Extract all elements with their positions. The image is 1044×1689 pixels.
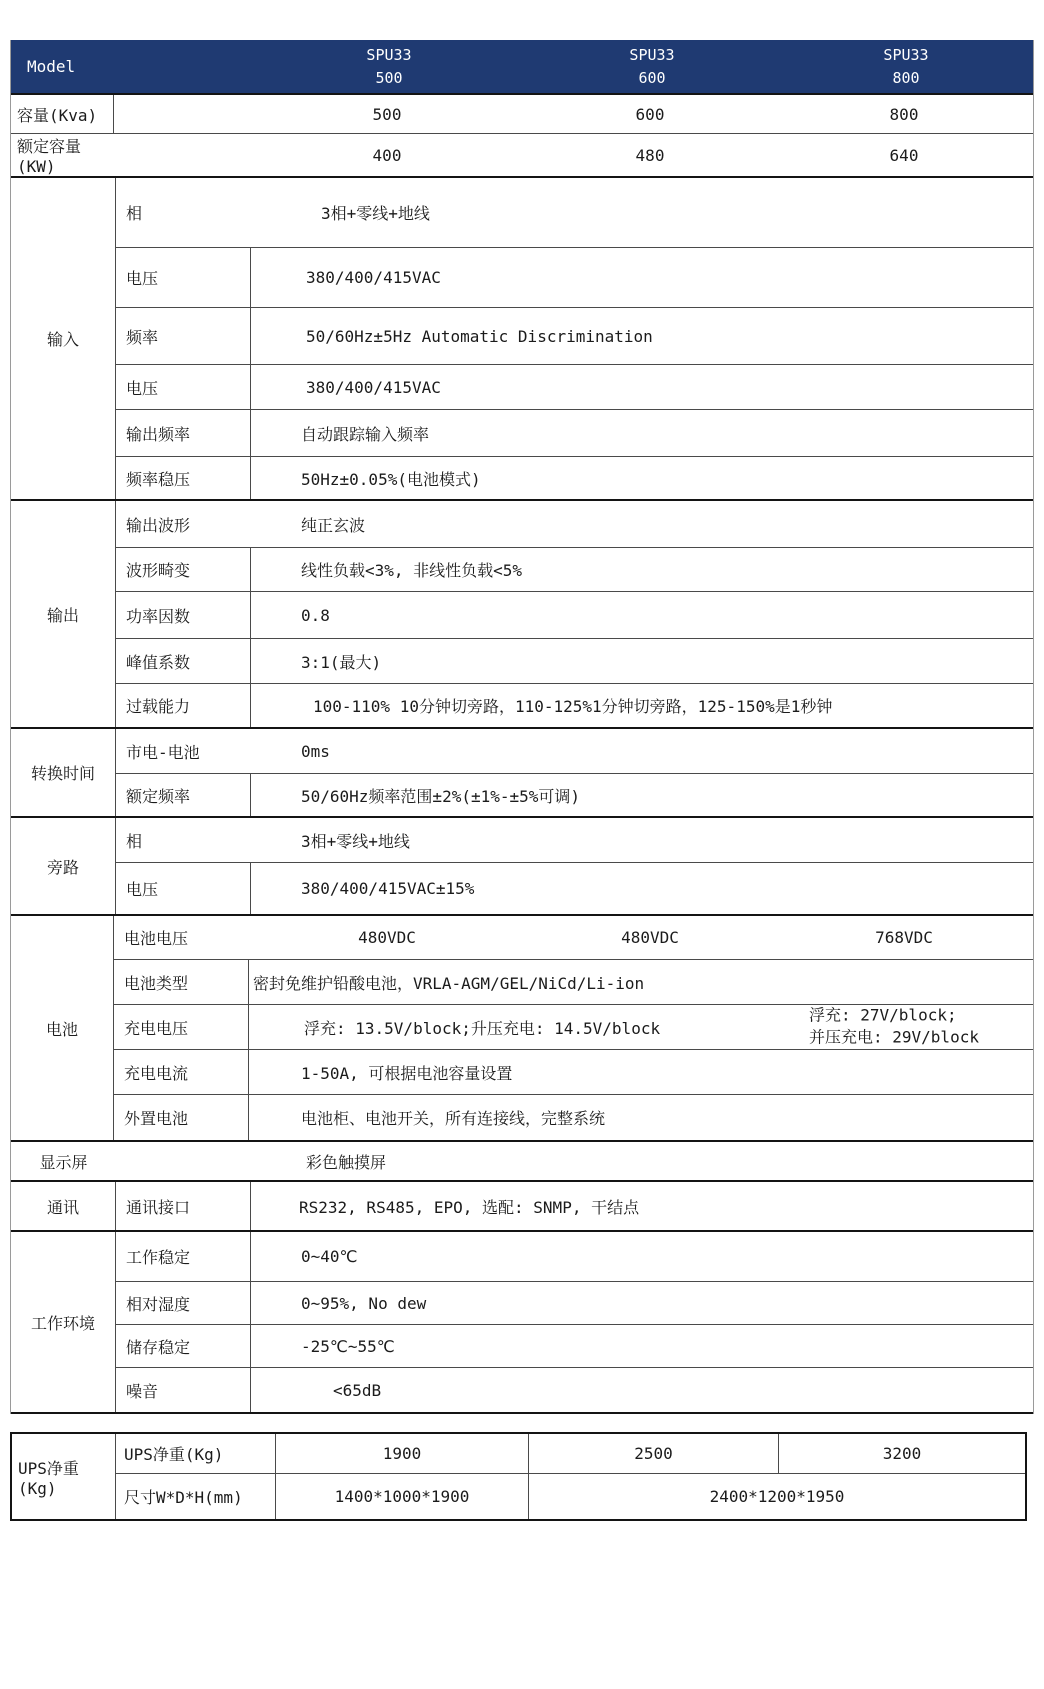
row-value: 380/400/415VAC — [306, 377, 441, 397]
table-row — [116, 639, 1033, 684]
section-input — [11, 178, 1033, 501]
row-label: 外置电池 — [114, 1095, 249, 1140]
row-value: 380/400/415VAC±15% — [301, 879, 475, 898]
row-label: 显示屏 — [39, 1152, 88, 1172]
row-value: 线性负载<3%, 非线性负载<5% — [301, 561, 523, 580]
table-row — [116, 248, 1033, 308]
section-label: 输入 — [11, 178, 116, 499]
table-row — [116, 1368, 1033, 1412]
row-value: 0.8 — [301, 605, 330, 625]
battery-voltage-800: 768VDC — [875, 928, 933, 947]
row-value: 电池柜、电池开关，所有连接线，完整系统 — [301, 1109, 606, 1128]
section-output — [11, 501, 1033, 729]
row-label: 电压 — [116, 365, 251, 409]
model-name: SPU33 — [883, 46, 929, 64]
row-value: 100-110% 10分钟切旁路，110-125%1分钟切旁路，125-150%是1秒钟 — [313, 697, 833, 716]
dimensions-600-800: 2400*1200*1950 — [528, 1473, 1025, 1519]
row-value: 0~95%, No dew — [301, 1293, 427, 1313]
row-value: 纯正玄波 — [301, 515, 366, 535]
row-label: 电池电压 — [124, 929, 189, 948]
section-label: 旁路 — [11, 818, 116, 914]
row-label: 峰值系数 — [116, 639, 251, 683]
capacity-600: 600 — [635, 104, 665, 124]
row-label: 电压 — [116, 863, 251, 914]
row-label: 储存稳定 — [116, 1325, 251, 1367]
row-values — [249, 134, 1033, 176]
dimensions-500: 1400*1000*1900 — [275, 1473, 528, 1519]
row-value: 50Hz±0.05%(电池模式) — [301, 469, 481, 489]
section-environment — [11, 1232, 1033, 1414]
row-value: <65dB — [333, 1380, 382, 1400]
table-row — [114, 1050, 1033, 1095]
table-row — [116, 1282, 1033, 1325]
section-battery — [11, 916, 1033, 1142]
section-label: 转换时间 — [11, 729, 116, 816]
section-label: 输出 — [11, 501, 116, 727]
model-columns — [251, 40, 1035, 93]
weight-group-label: UPS净重(Kg) — [18, 1458, 79, 1498]
row-label: UPS净重(Kg) — [115, 1434, 275, 1473]
row-label: 噪音 — [116, 1368, 251, 1412]
capacity-800: 800 — [889, 104, 919, 124]
row-label: 频率稳压 — [116, 457, 251, 499]
charge-voltage-row — [114, 1005, 1033, 1050]
table-row — [116, 1232, 1033, 1282]
weight-table — [10, 1432, 1027, 1521]
row-label: 额定容量(KW) — [17, 137, 82, 176]
section-communication — [11, 1182, 1033, 1232]
row-label: 电压 — [116, 248, 251, 307]
row-label: 波形畸变 — [116, 548, 251, 591]
row-value: 1-50A, 可根据电池容量设置 — [301, 1063, 513, 1083]
row-values — [249, 916, 1033, 959]
row-label: 相 — [126, 831, 143, 851]
table-row — [116, 818, 1033, 863]
row-label: 市电-电池 — [126, 742, 200, 762]
charge-voltage-800-line2: 并压充电: 29V/block — [809, 1028, 979, 1047]
row-value: 3:1(最大) — [301, 652, 382, 672]
table-row — [116, 365, 1033, 410]
weight-800: 3200 — [778, 1434, 1025, 1473]
row-value: 彩色触摸屏 — [306, 1152, 387, 1172]
row-value: -25℃~55℃ — [301, 1336, 395, 1356]
row-value: 3相+零线+地线 — [321, 204, 430, 223]
table-row — [116, 1182, 1033, 1230]
row-label: 充电电流 — [114, 1050, 249, 1094]
row-value: 0~40℃ — [301, 1247, 358, 1266]
table-row — [116, 548, 1033, 592]
capacity-500: 500 — [372, 104, 402, 124]
model-column-spu33-600 — [527, 40, 777, 93]
rated-600: 480 — [635, 145, 665, 165]
row-value: 0ms — [301, 741, 330, 761]
row-label: 尺寸W*D*H(mm) — [115, 1473, 275, 1519]
table-row — [114, 960, 1033, 1005]
model-number: 500 — [375, 68, 403, 87]
row-label: 电池类型 — [114, 960, 249, 1004]
model-label: Model — [27, 57, 76, 76]
table-row — [116, 178, 1033, 248]
row-value: 自动跟踪输入频率 — [301, 424, 430, 444]
row-label: 频率 — [116, 308, 251, 364]
row-label: 相 — [126, 204, 143, 223]
table-row — [116, 592, 1033, 639]
row-label: 相对湿度 — [116, 1282, 251, 1324]
row-value: 密封免维护铅酸电池，VRLA-AGM/GEL/NiCd/Li-ion — [253, 973, 645, 993]
row-value: 50/60Hz±5Hz Automatic Discrimination — [306, 326, 653, 346]
table-row — [116, 684, 1033, 727]
display-row — [11, 1142, 1033, 1182]
table-row — [116, 1325, 1033, 1368]
row-label: 输出频率 — [116, 410, 251, 456]
charge-voltage-800-line1: 浮充: 27V/block; — [809, 1005, 957, 1025]
model-number: 600 — [638, 68, 666, 87]
row-label: 充电电压 — [114, 1005, 249, 1049]
row-label: 输出波形 — [126, 515, 191, 535]
section-label: 工作环境 — [11, 1232, 116, 1412]
section-bypass — [11, 818, 1033, 916]
table-row — [116, 457, 1033, 499]
model-column-spu33-800 — [777, 40, 1035, 93]
capacity-row — [11, 95, 1033, 134]
charge-voltage-main: 浮充: 13.5V/block;升压充电: 14.5V/block — [304, 1018, 661, 1038]
model-name: SPU33 — [629, 46, 675, 64]
model-number: 800 — [892, 68, 920, 87]
section-label: 通讯 — [11, 1182, 116, 1230]
table-row — [116, 729, 1033, 774]
table-row — [116, 501, 1033, 548]
row-value — [249, 1005, 1033, 1049]
battery-voltage-500: 480VDC — [358, 928, 416, 947]
rated-800: 640 — [889, 145, 919, 165]
weight-500: 1900 — [275, 1434, 528, 1473]
table-row — [116, 774, 1033, 816]
row-label: 通讯接口 — [116, 1182, 251, 1230]
row-label: 工作稳定 — [116, 1232, 251, 1281]
table-row — [116, 863, 1033, 914]
row-label: 额定频率 — [116, 774, 251, 816]
spec-table — [10, 40, 1034, 1414]
row-values — [249, 95, 1033, 133]
row-value: 380/400/415VAC — [306, 268, 441, 287]
model-column-spu33-500 — [251, 40, 527, 93]
row-label: 容量(Kva) — [11, 95, 114, 133]
battery-voltage-row — [114, 916, 1033, 960]
model-name: SPU33 — [366, 46, 412, 64]
table-row — [116, 410, 1033, 457]
weight-600: 2500 — [528, 1434, 778, 1473]
rated-capacity-row — [11, 134, 1033, 178]
section-transfer-time — [11, 729, 1033, 818]
row-value: 50/60Hz频率范围±2%(±1%-±5%可调) — [301, 786, 581, 806]
table-row — [116, 308, 1033, 365]
section-label: 电池 — [11, 916, 114, 1140]
row-value: 3相+零线+地线 — [301, 831, 410, 851]
header-row — [11, 40, 1033, 95]
battery-voltage-600: 480VDC — [621, 928, 679, 947]
row-label: 过载能力 — [116, 684, 251, 727]
table-row — [114, 1095, 1033, 1140]
row-value: RS232, RS485, EPO, 选配: SNMP, 干结点 — [299, 1197, 640, 1217]
charge-voltage-800-block — [809, 1005, 979, 1050]
rated-500: 400 — [372, 145, 402, 165]
row-label: 功率因数 — [116, 592, 251, 638]
